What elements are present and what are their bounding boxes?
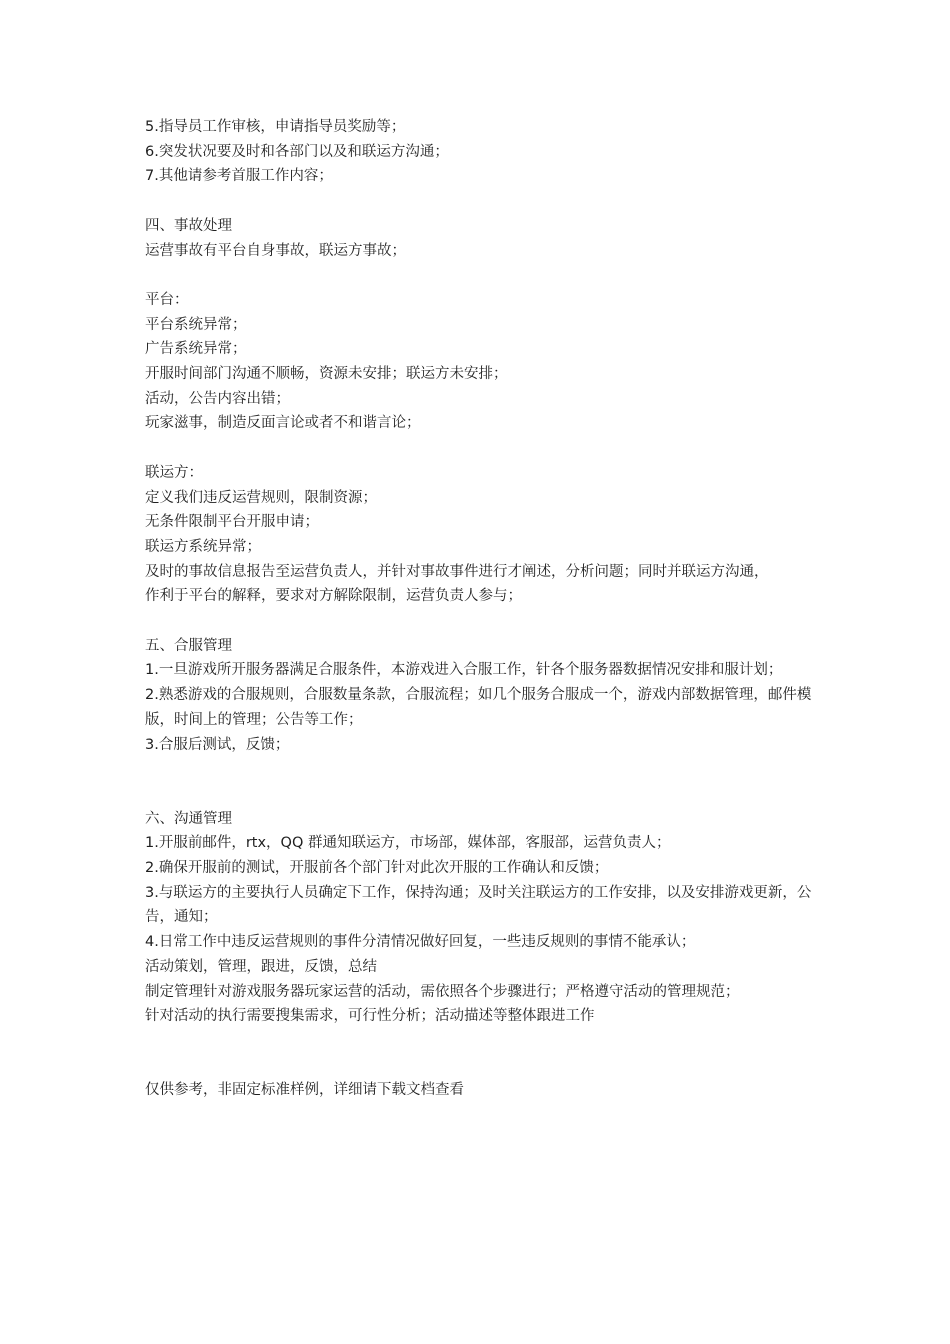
spacer — [145, 263, 813, 288]
spacer — [145, 436, 813, 461]
list-item: 活动，公告内容出错； — [145, 390, 290, 407]
list-item: 及时的事故信息报告至运营负责人，并针对事故事件进行才阐述，分析问题；同时并联运方沟通， — [145, 563, 769, 580]
list-item: 作利于平台的解释，要求对方解除限制，运营负责人参与； — [145, 588, 522, 605]
list-item: 1.一旦游戏所开服务器满足合服条件，本游戏进入合服工作，针各个服务器数据情况安排和服计划； — [145, 662, 783, 679]
paragraph-line: 6.突发状况要及时和各部门以及和联运方沟通； — [145, 143, 449, 160]
list-item: 无条件限制平台开服申请； — [145, 514, 319, 531]
paragraph-line: 7.其他请参考首服工作内容； — [145, 168, 333, 185]
section-heading: 五、合服管理 — [145, 637, 232, 654]
list-item: 4.日常工作中违反运营规则的事件分清情况做好回复，一些违反规则的事情不能承认； — [145, 934, 696, 951]
spacer — [145, 189, 813, 214]
footer-note: 仅供参考，非固定标准样例，详细请下载文档查看 — [145, 1082, 464, 1099]
document-body — [145, 115, 813, 1103]
paragraph-line: 5.指导员工作审核，申请指导员奖励等； — [145, 119, 406, 135]
list-item: 3.与联运方的主要执行人员确定下工作，保持沟通；及时关注联运方的工作安排，以及安排游戏更新，公告，通知； — [145, 884, 812, 926]
list-item: 制定管理针对游戏服务器玩家运营的活动，需依照各个步骤进行；严格遵守活动的管理规范； — [145, 983, 740, 1000]
list-item: 2.熟悉游戏的合服规则，合服数量条款，合服流程；如几个服务合服成一个，游戏内部数据管理，邮件模版，时间上的管理；公告等工作； — [145, 687, 812, 728]
spacer — [145, 1029, 813, 1078]
list-item: 1.开服前邮件，rtx，QQ 群通知联运方，市场部，媒体部，客服部，运营负责人； — [145, 835, 671, 852]
list-item: 开服时间部门沟通不顺畅，资源未安排；联运方未安排； — [145, 366, 508, 382]
list-item: 平台系统异常； — [145, 316, 247, 333]
list-item: 联运方系统异常； — [145, 538, 261, 555]
spacer — [145, 757, 813, 806]
list-item: 活动策划，管理，跟进，反馈，总结 — [145, 958, 377, 975]
list-item: 2.确保开服前的测试，开服前各个部门针对此次开服的工作确认和反馈； — [145, 860, 609, 877]
subsection-label: 平台： — [145, 291, 189, 308]
spacer — [145, 609, 813, 634]
paragraph-line: 运营事故有平台自身事故，联运方事故； — [145, 242, 406, 259]
list-item: 广告系统异常； — [145, 341, 247, 358]
subsection-label: 联运方： — [145, 464, 203, 481]
list-item: 3.合服后测试，反馈； — [145, 736, 290, 753]
list-item: 玩家滋事，制造反面言论或者不和谐言论； — [145, 415, 421, 432]
list-item: 针对活动的执行需要搜集需求，可行性分析；活动描述等整体跟进工作 — [145, 1008, 595, 1025]
list-item: 定义我们违反运营规则，限制资源； — [145, 489, 377, 506]
section-heading: 四、事故处理 — [145, 217, 232, 234]
section-heading: 六、沟通管理 — [145, 810, 232, 827]
